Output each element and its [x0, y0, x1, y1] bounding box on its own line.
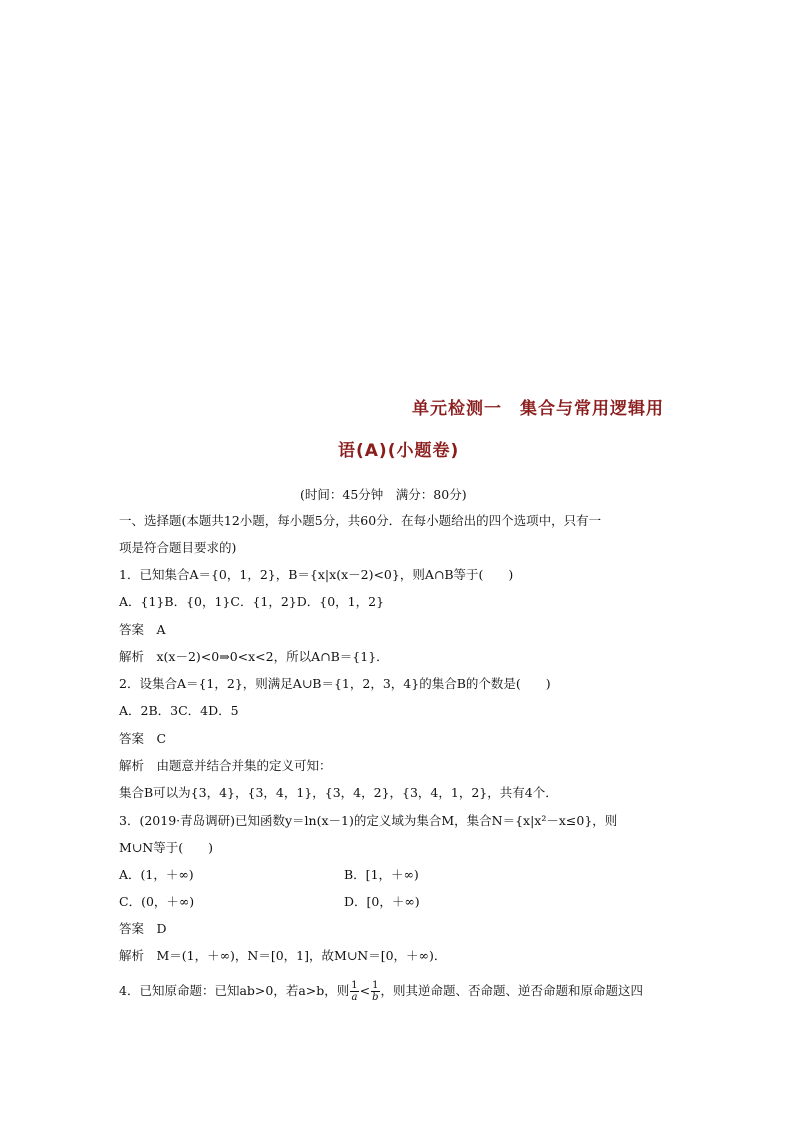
fraction-denominator: a — [351, 992, 358, 1003]
page-title-line-1: 单元检测一 集合与常用逻辑用 — [412, 399, 664, 419]
fraction-one-over-b — [371, 980, 379, 1003]
q3-answer: 答案 D — [119, 921, 167, 936]
q3-option-b: B．[1，＋∞) — [344, 867, 419, 882]
q1-options: A．{1}B．{0，1}C．{1，2}D．{0，1，2} — [119, 594, 385, 609]
exam-info: (时间：45分钟 满分：80分) — [300, 487, 467, 502]
page-title-line-2: 语(A)(小题卷) — [338, 441, 460, 461]
q2-answer: 答案 C — [119, 731, 167, 746]
less-than-sign: < — [359, 983, 371, 998]
q4-stem — [119, 980, 643, 1003]
q2-stem: 2．设集合A＝{1，2}，则满足A∪B＝{1，2，3，4}的集合B的个数是( ) — [119, 676, 551, 691]
q4-stem-part-2: ，则其逆命题、否命题、逆否命题和原命题这四 — [380, 983, 644, 998]
q3-option-c: C．(0，＋∞) — [119, 894, 195, 909]
q2-analysis-2: 集合B可以为{3，4}，{3，4，1}，{3，4，2}，{3，4，1，2}，共有4个． — [119, 785, 558, 800]
q1-stem: 1．已知集合A＝{0，1，2}，B＝{x|x(x－2)<0}，则A∩B等于( ) — [119, 567, 514, 582]
section-header-line-2: 项是符合题目要求的) — [119, 540, 237, 555]
q1-answer: 答案 A — [119, 622, 166, 637]
q3-stem-2: M∪N等于( ) — [119, 840, 213, 855]
q2-analysis-1: 解析 由题意并结合并集的定义可知： — [119, 758, 332, 773]
q3-option-d: D．[0，＋∞) — [344, 894, 420, 909]
fraction-numerator: 1 — [372, 980, 379, 991]
q3-stem-1: 3．(2019·青岛调研)已知函数y＝ln(x－1)的定义域为集合M，集合N＝{x|x²－x≤0}，则 — [119, 813, 618, 828]
q2-options: A．2B．3C．4D．5 — [119, 703, 239, 718]
q3-analysis: 解析 M＝(1，＋∞)，N＝[0，1]，故M∪N＝[0，＋∞)． — [119, 948, 447, 963]
q1-analysis: 解析 x(x－2)<0⇒0<x<2，所以A∩B＝{1}． — [119, 649, 389, 664]
section-header-line-1: 一、选择题(本题共12小题，每小题5分，共60分．在每小题给出的四个选项中，只有一 — [119, 513, 602, 528]
fraction-denominator: b — [372, 992, 379, 1003]
fraction-one-over-a — [350, 980, 358, 1003]
q4-stem-part-1: 4．已知原命题：已知ab>0，若a>b，则 — [119, 983, 350, 998]
q3-option-a: A．(1，＋∞) — [119, 867, 194, 882]
fraction-numerator: 1 — [351, 980, 358, 991]
